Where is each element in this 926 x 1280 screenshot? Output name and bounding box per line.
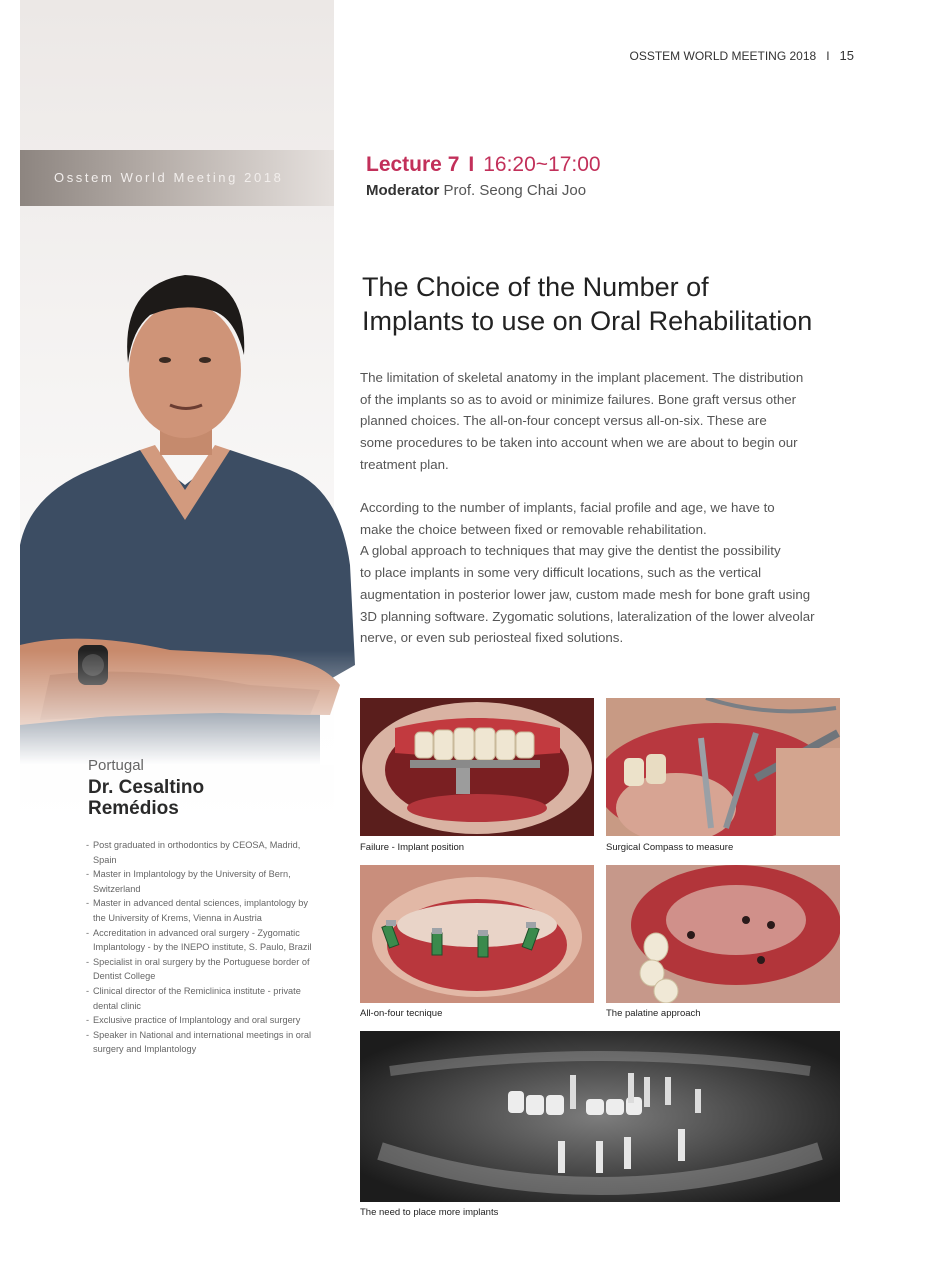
abstract-line: treatment plan. bbox=[360, 456, 449, 472]
cv-item bbox=[86, 896, 326, 925]
cv-line: - Master in advanced dental sciences, implantology by bbox=[93, 898, 309, 909]
abstract-line: A global approach to techniques that may give the dentist the possibility bbox=[360, 543, 781, 559]
banner-text: Osstem World Meeting 2018 bbox=[54, 170, 284, 185]
event-banner bbox=[20, 150, 334, 206]
abstract-line: nerve, or even sub periosteal fixed solutions. bbox=[360, 630, 624, 646]
abstract-line: augmentation in posterior lower jaw, custom made mesh for bone graft using bbox=[360, 586, 811, 602]
caption-panoramic-xray: The need to place more implants bbox=[360, 1207, 499, 1218]
speaker-country: Portugal bbox=[88, 757, 144, 774]
speaker-cv-list bbox=[86, 838, 326, 1057]
cv-item bbox=[86, 1028, 326, 1057]
speaker-name-line-2: Remédios bbox=[88, 798, 179, 819]
cv-item bbox=[86, 984, 326, 1013]
lecture-label: Lecture 7 bbox=[366, 153, 460, 176]
cv-item bbox=[86, 867, 326, 896]
cv-line: - Clinical director of the Remiclinica institute - private bbox=[93, 985, 301, 996]
lecture-separator: I bbox=[468, 153, 475, 176]
cv-item bbox=[86, 838, 326, 867]
cv-line: Dentist College bbox=[93, 971, 156, 982]
title-line-1: The Choice of the Number of bbox=[362, 272, 709, 302]
cv-line: Implantology - by the INEPO institute, S. Paulo, Brazil bbox=[93, 942, 312, 953]
speaker-name bbox=[88, 777, 204, 819]
caption-failure-implant: Failure - Implant position bbox=[360, 842, 465, 853]
cv-line: - Post graduated in orthodontics by CEOSA, Madrid, bbox=[93, 840, 301, 850]
cv-line: Spain bbox=[93, 854, 117, 865]
cv-line: - Speaker in National and international meetings in oral bbox=[93, 1029, 312, 1040]
abstract-line: of the implants so as to avoid or minimize failures. Bone graft versus other bbox=[360, 391, 797, 407]
cv-item bbox=[86, 1013, 326, 1028]
abstract-line: some procedures to be taken into account when we are about to begin our bbox=[360, 435, 798, 451]
moderator-line bbox=[366, 182, 586, 199]
cv-line: - Specialist in oral surgery by the Portuguese border of bbox=[93, 956, 310, 967]
cv-line: dental clinic bbox=[93, 1000, 142, 1011]
photo-surgical-compass bbox=[606, 698, 840, 836]
photo-palatine-approach bbox=[606, 865, 840, 1003]
cv-line: surgery and Implantology bbox=[93, 1044, 197, 1055]
abstract-line: 3D planning software. Zygomatic solutions, lateralization of the lower alveolar bbox=[360, 608, 815, 624]
abstract-line: make the choice between fixed or removable rehabilitation. bbox=[360, 521, 707, 537]
cv-item bbox=[86, 926, 326, 955]
abstract-line: The limitation of skeletal anatomy in the implant placement. The distribution bbox=[360, 370, 804, 385]
lecture-heading bbox=[366, 153, 601, 177]
photo-failure-implant bbox=[360, 698, 594, 836]
abstract-line: According to the number of implants, facial profile and age, we have to bbox=[360, 500, 775, 515]
caption-all-on-four: All-on-four tecnique bbox=[360, 1008, 443, 1019]
cv-line: - Exclusive practice of Implantology and oral surgery bbox=[93, 1015, 301, 1026]
cv-line: - Master in Implantology by the University of Bern, bbox=[93, 869, 291, 880]
abstract-line: to place implants in some very difficult locations, such as the vertical bbox=[360, 565, 762, 581]
moderator-name: Prof. Seong Chai Joo bbox=[443, 182, 587, 199]
speaker-portrait bbox=[20, 245, 360, 765]
cv-item bbox=[86, 955, 326, 984]
speaker-name-line-1: Dr. Cesaltino bbox=[88, 777, 205, 798]
header-separator: I bbox=[826, 49, 830, 63]
cv-line: - Accreditation in advanced oral surgery - Zygomatic bbox=[93, 927, 300, 938]
abstract-paragraph-1 bbox=[360, 367, 860, 476]
cv-line: the University of Krems, Vienna in Austria bbox=[93, 912, 262, 923]
cv-line: Switzerland bbox=[93, 883, 141, 894]
page-number: 15 bbox=[839, 48, 854, 63]
caption-surgical-compass: Surgical Compass to measure bbox=[606, 842, 734, 853]
running-header bbox=[629, 48, 854, 63]
caption-palatine-approach: The palatine approach bbox=[606, 1008, 701, 1019]
moderator-label: Moderator bbox=[366, 182, 440, 199]
photo-all-on-four bbox=[360, 865, 594, 1003]
lecture-title bbox=[362, 270, 882, 338]
abstract-line: planned choices. The all-on-four concept versus all-on-six. These are bbox=[360, 413, 767, 429]
photo-panoramic-xray bbox=[360, 1031, 840, 1202]
abstract-paragraph-2 bbox=[360, 497, 860, 649]
title-line-2: Implants to use on Oral Rehabilitation bbox=[362, 306, 813, 336]
header-event: OSSTEM WORLD MEETING 2018 bbox=[629, 49, 817, 63]
lecture-time: 16:20~17:00 bbox=[483, 153, 601, 176]
